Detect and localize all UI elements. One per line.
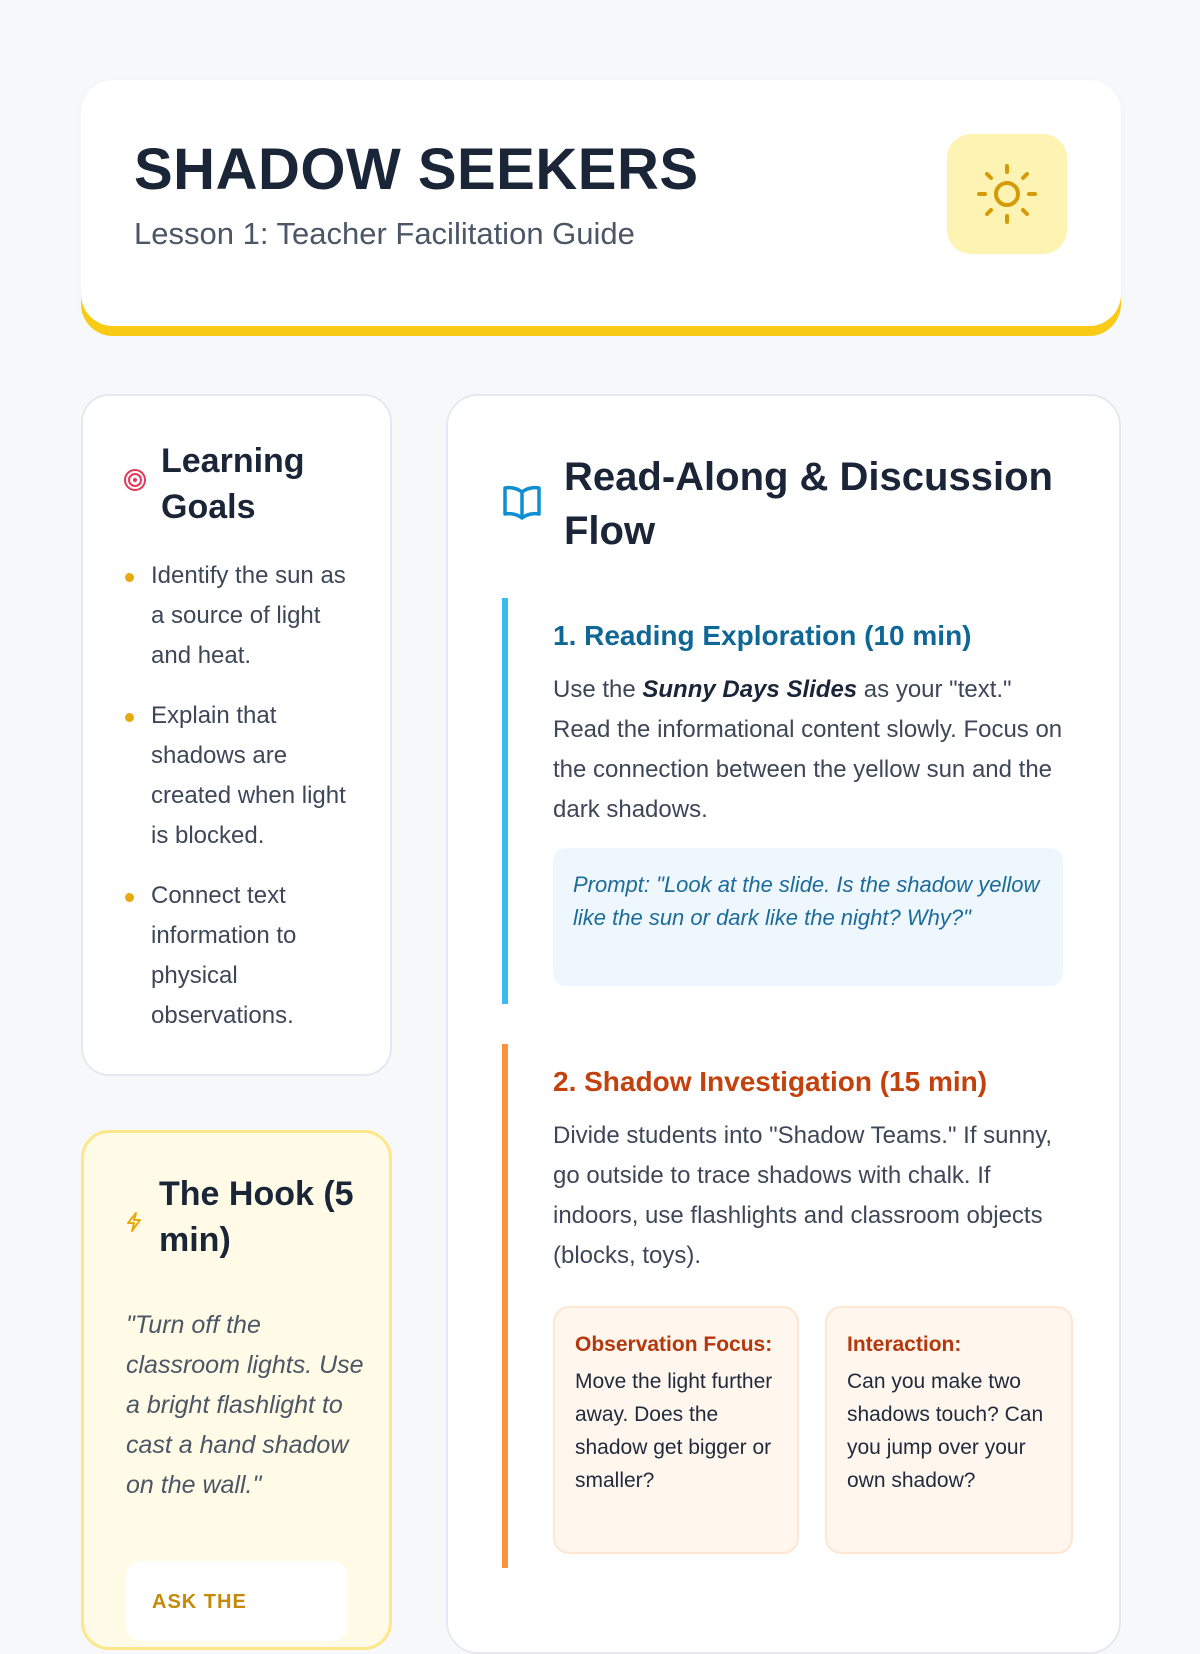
- body-text: Use the: [553, 676, 643, 703]
- hook-card: [81, 1130, 392, 1650]
- lightning-icon: [124, 1211, 144, 1233]
- goal-item: Explain that shadows are created when light is blocked.: [123, 696, 363, 856]
- header-card: [81, 80, 1121, 326]
- discussion-flow-card: [446, 394, 1121, 1654]
- section-body: Divide students into "Shadow Teams." If sunny, go outside to trace shadows with chalk. If indoors, use flashlights and classroom objects (blocks, toys).: [553, 1122, 1053, 1269]
- sun-badge: [947, 134, 1067, 254]
- observation-label: Observation Focus:: [575, 1333, 773, 1356]
- slides-title: Sunny Days Slides: [642, 676, 858, 703]
- prompt-box: [553, 848, 1063, 986]
- learning-goals-card: [81, 394, 392, 1076]
- target-icon: [123, 468, 147, 492]
- section-body: [553, 670, 1063, 830]
- hook-quote: "Turn off the classroom lights. Use a bright flashlight to cast a hand shadow on the wall.": [126, 1311, 364, 1499]
- ask-label: ASK THE: [152, 1591, 247, 1613]
- page-title: SHADOW SEEKERS: [134, 137, 699, 202]
- reading-exploration-section: [502, 598, 1070, 1004]
- section-title: 2. Shadow Investigation (15 min): [553, 1066, 988, 1097]
- observation-text: Move the light further away. Does the shadow get bigger or smaller?: [575, 1370, 773, 1492]
- sun-icon: [975, 162, 1039, 226]
- interaction-box: [825, 1306, 1073, 1554]
- interaction-label: Interaction:: [847, 1333, 962, 1356]
- prompt-text: Prompt: "Look at the slide. Is the shadow yellow like the sun or dark like the night? Why?": [573, 872, 1040, 930]
- section-title: 1. Reading Exploration (10 min): [553, 620, 972, 651]
- ask-box: [126, 1561, 348, 1641]
- shadow-investigation-section: [502, 1044, 1070, 1568]
- goal-item: Connect text information to physical observations.: [123, 876, 363, 1036]
- observation-focus-box: [553, 1306, 799, 1554]
- open-book-icon: [502, 484, 542, 522]
- goal-item: Identify the sun as a source of light and heat.: [123, 556, 363, 676]
- hook-heading: The Hook (5 min): [159, 1175, 354, 1259]
- page-subtitle: Lesson 1: Teacher Facilitation Guide: [134, 216, 635, 251]
- interaction-text: Can you make two shadows touch? Can you jump over your own shadow?: [847, 1370, 1044, 1492]
- discussion-flow-heading: Read-Along & Discussion Flow: [564, 455, 1053, 553]
- learning-goals-list: [123, 556, 363, 1056]
- learning-goals-heading: Learning Goals: [161, 442, 305, 526]
- body-text: as your "text." Read the informational content slowly. Focus on the connection between the yellow sun and the dark shadows.: [553, 676, 1063, 823]
